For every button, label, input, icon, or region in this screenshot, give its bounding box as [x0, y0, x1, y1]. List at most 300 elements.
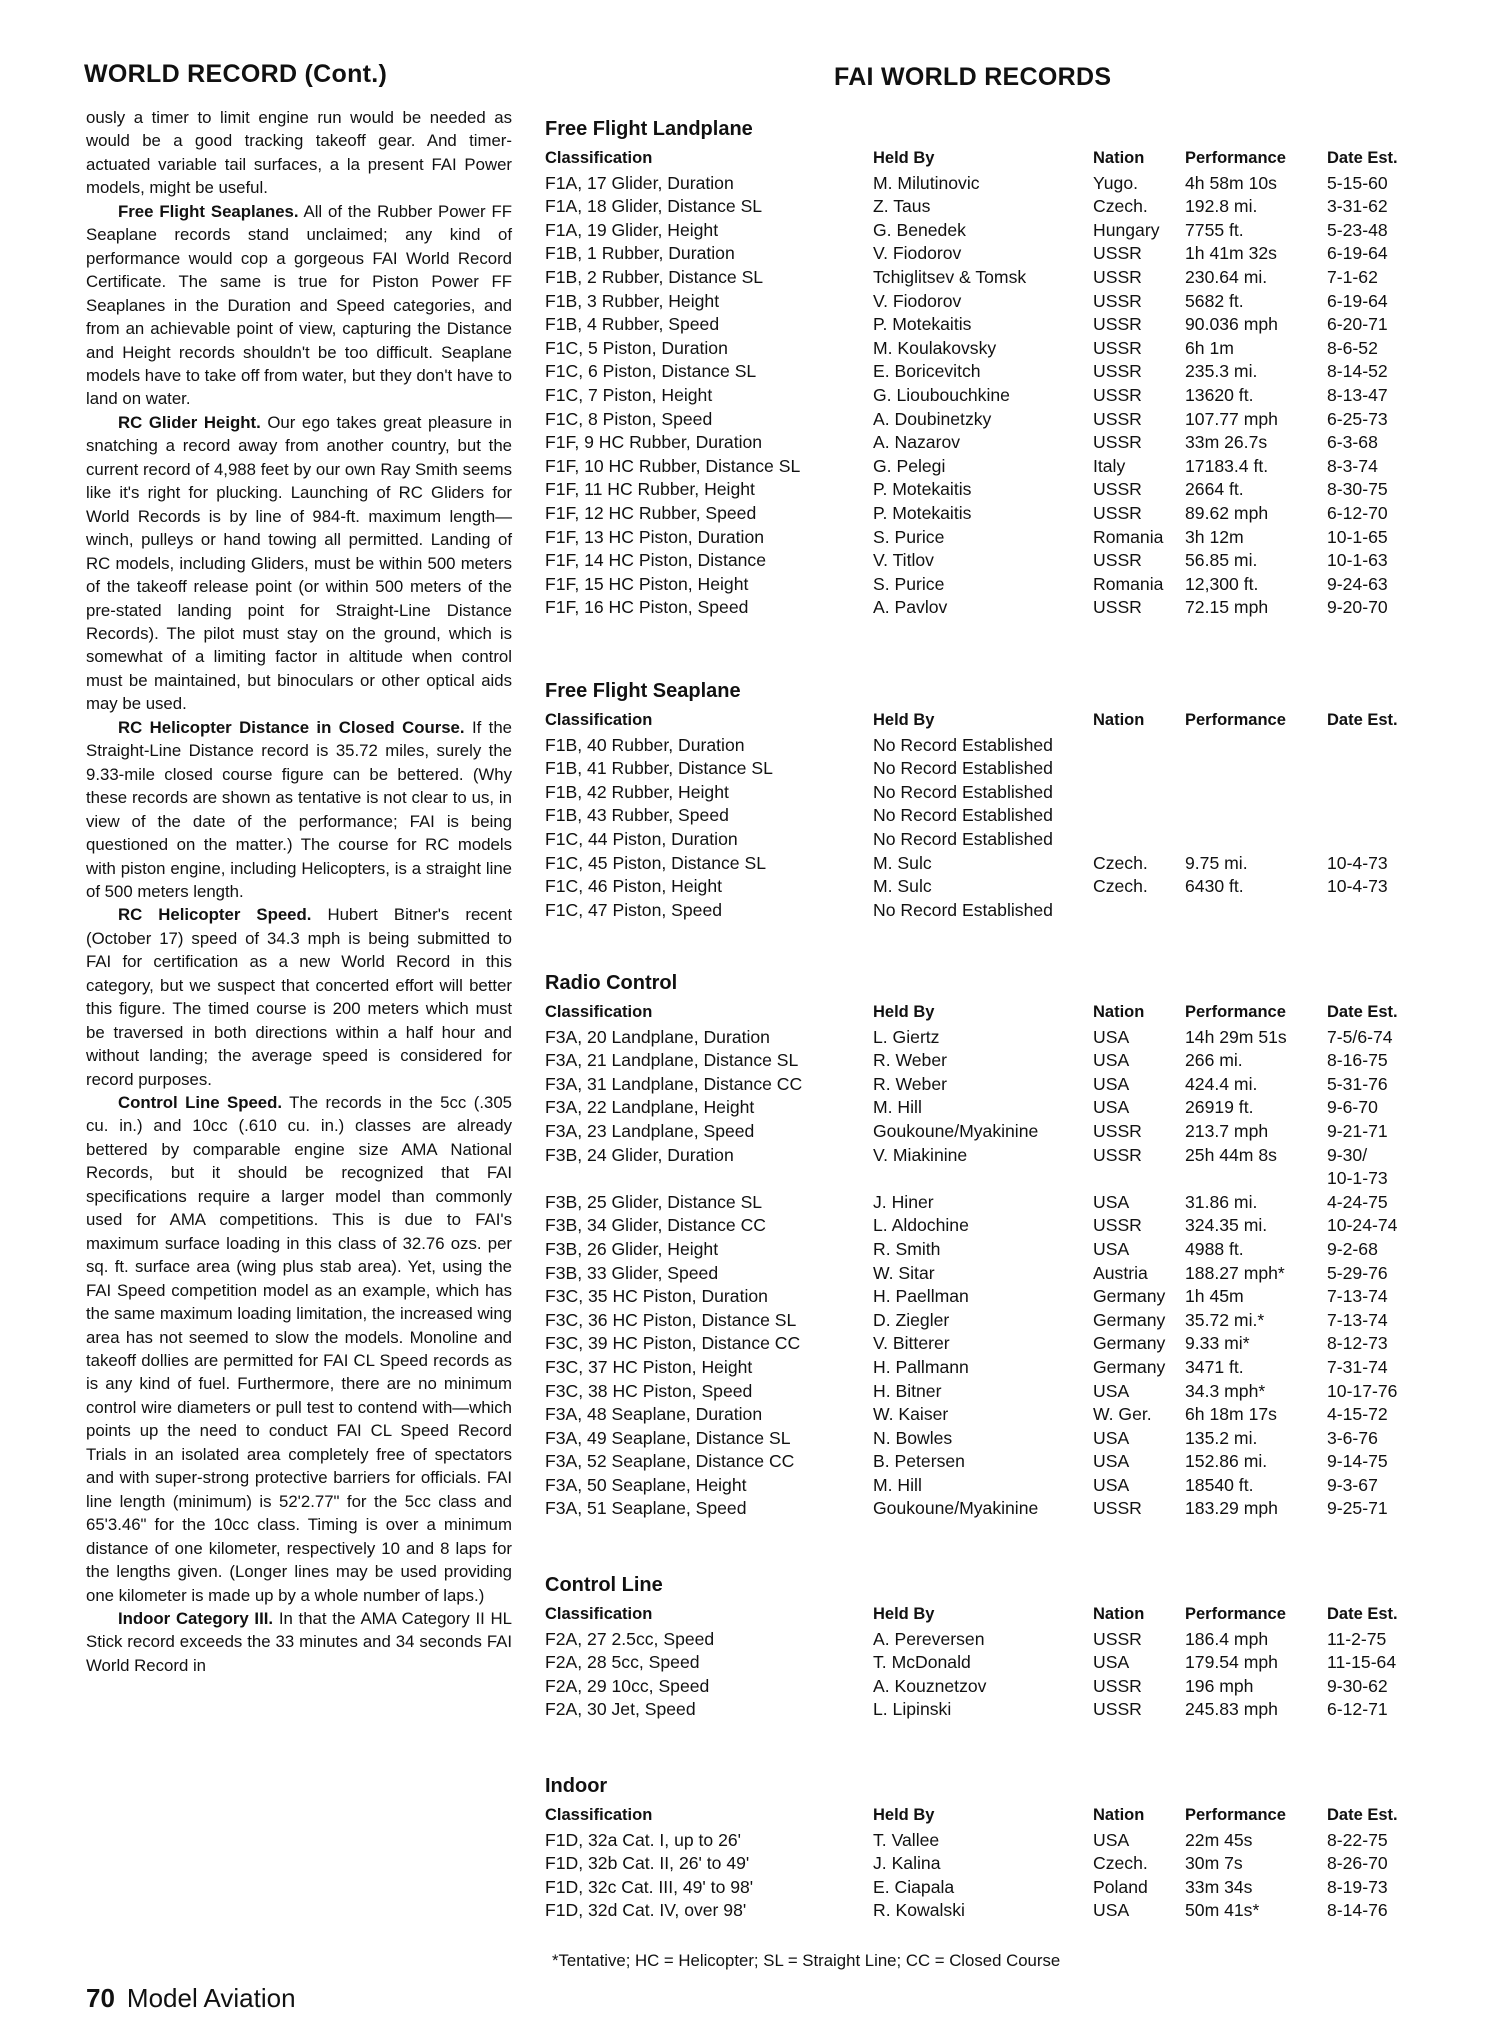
nation-cell: USA — [1093, 1652, 1130, 1673]
nation-cell: USSR — [1093, 1675, 1142, 1696]
nation-cell: W. Ger. — [1093, 1404, 1152, 1425]
held-by-cell: S. Purice — [873, 526, 945, 547]
performance-cell: 34.3 mph* — [1185, 1380, 1266, 1401]
nation-cell: USSR — [1093, 1498, 1142, 1519]
performance-header: Performance — [1185, 711, 1286, 729]
nation-cell: Czech. — [1093, 196, 1148, 217]
held-by-cell: Goukoune/Myakinine — [873, 1498, 1039, 1519]
held-by-cell: Tchiglitsev & Tomsk — [873, 266, 1027, 287]
held-by-cell: S. Purice — [873, 573, 945, 594]
held-by-cell: V. Miakinine — [873, 1144, 968, 1165]
nation-cell: USSR — [1093, 597, 1142, 618]
nation-cell: USSR — [1093, 432, 1142, 453]
performance-cell: 72.15 mph — [1185, 597, 1269, 618]
held-by-cell: R. Weber — [873, 1073, 947, 1094]
date-cell: 7-13-74 — [1327, 1286, 1388, 1307]
held-by-cell: M. Sulc — [873, 876, 932, 897]
date-cell: 8-19-73 — [1327, 1876, 1388, 1897]
held-by-cell: R. Kowalski — [873, 1900, 965, 1921]
table-row — [545, 1404, 1425, 1428]
classification-cell: F2A, 29 10cc, Speed — [545, 1675, 710, 1696]
nation-cell: USSR — [1093, 290, 1142, 311]
held-by-cell: A. Nazarov — [873, 432, 961, 453]
classification-cell: F2A, 28 5cc, Speed — [545, 1652, 700, 1673]
classification-cell: F1C, 6 Piston, Distance SL — [545, 361, 757, 382]
nation-cell: USSR — [1093, 384, 1142, 405]
performance-cell: 56.85 mi. — [1185, 550, 1258, 571]
performance-cell: 3h 12m — [1185, 526, 1244, 547]
held-by-header: Held By — [873, 149, 935, 167]
date-cell: 6-25-73 — [1327, 408, 1388, 429]
date-cell: 6-20-71 — [1327, 314, 1388, 335]
held-by-cell: G. Lioubouchkine — [873, 384, 1010, 405]
classification-cell: F1C, 46 Piston, Height — [545, 876, 723, 897]
held-by-header: Held By — [873, 711, 935, 729]
classification-header: Classification — [545, 711, 653, 729]
classification-header: Classification — [545, 1605, 653, 1623]
paragraph-heading: RC Glider Height. — [118, 412, 261, 432]
nation-header: Nation — [1093, 1605, 1145, 1623]
performance-cell: 33m 26.7s — [1185, 432, 1268, 453]
nation-cell: Romania — [1093, 573, 1164, 594]
table-row — [545, 829, 1425, 853]
nation-cell: Poland — [1093, 1876, 1148, 1897]
classification-cell: F3C, 36 HC Piston, Distance SL — [545, 1309, 797, 1330]
classification-cell: F1B, 43 Rubber, Speed — [545, 805, 729, 826]
nation-cell: USA — [1093, 1451, 1130, 1472]
performance-cell: 424.4 mi. — [1185, 1073, 1258, 1094]
nation-cell: USSR — [1093, 1120, 1142, 1141]
date-cell: 5-23-48 — [1327, 219, 1388, 240]
classification-cell: F1D, 32b Cat. II, 26' to 49' — [545, 1853, 750, 1874]
performance-cell: 90.036 mph — [1185, 314, 1278, 335]
nation-cell: USA — [1093, 1380, 1130, 1401]
nation-header: Nation — [1093, 1003, 1145, 1021]
performance-cell: 196 mph — [1185, 1675, 1254, 1696]
held-by-cell: G. Pelegi — [873, 455, 946, 476]
held-by-cell: D. Ziegler — [873, 1309, 950, 1330]
date-cell: 6-19-64 — [1327, 290, 1388, 311]
section-2 — [545, 972, 1425, 1522]
right-heading: FAI WORLD RECORDS — [834, 63, 1112, 91]
nation-cell: Czech. — [1093, 876, 1148, 897]
classification-cell: F1D, 32d Cat. IV, over 98' — [545, 1900, 747, 1921]
date-cell: 7-31-74 — [1327, 1356, 1388, 1377]
held-by-cell: A. Kouznetzov — [873, 1675, 987, 1696]
performance-cell: 12,300 ft. — [1185, 573, 1259, 594]
table-row — [545, 1074, 1425, 1098]
table-row — [545, 361, 1425, 385]
performance-header: Performance — [1185, 1605, 1286, 1623]
classification-cell: F1C, 44 Piston, Duration — [545, 828, 738, 849]
classification-cell: F1C, 7 Piston, Height — [545, 384, 713, 405]
date-header: Date Est. — [1327, 1003, 1398, 1021]
nation-cell: Czech. — [1093, 852, 1148, 873]
held-by-cell: P. Motekaitis — [873, 314, 972, 335]
nation-cell: USSR — [1093, 502, 1142, 523]
performance-cell: 2664 ft. — [1185, 479, 1244, 500]
classification-cell: F1F, 9 HC Rubber, Duration — [545, 432, 763, 453]
classification-cell: F3A, 23 Landplane, Speed — [545, 1120, 755, 1141]
held-by-cell: M. Hill — [873, 1097, 922, 1118]
table-header-row — [545, 711, 1425, 735]
nation-cell: Yugo. — [1093, 172, 1139, 193]
classification-cell: F3B, 24 Glider, Duration — [545, 1144, 734, 1165]
table-row — [545, 900, 1425, 924]
held-by-cell: T. McDonald — [873, 1652, 971, 1673]
date-cell: 9-6-70 — [1327, 1097, 1378, 1118]
classification-cell: F1A, 19 Glider, Height — [545, 219, 719, 240]
table-row — [545, 1629, 1425, 1653]
classification-cell: F3A, 21 Landplane, Distance SL — [545, 1050, 799, 1071]
classification-cell: F1C, 45 Piston, Distance SL — [545, 852, 767, 873]
date-header: Date Est. — [1327, 1605, 1398, 1623]
table-row — [545, 1097, 1425, 1121]
performance-cell: 183.29 mph — [1185, 1498, 1278, 1519]
performance-cell: 7755 ft. — [1185, 219, 1244, 240]
performance-cell: 22m 45s — [1185, 1829, 1253, 1850]
held-by-cell: P. Motekaitis — [873, 502, 972, 523]
nation-cell: Germany — [1093, 1286, 1166, 1307]
date-cell: 11-15-64 — [1327, 1652, 1397, 1673]
performance-cell: 9.75 mi. — [1185, 852, 1248, 873]
nation-cell: USSR — [1093, 479, 1142, 500]
date-cell: 10-1-63 — [1327, 550, 1388, 571]
classification-cell: F1D, 32c Cat. III, 49' to 98' — [545, 1876, 754, 1897]
classification-cell: F1F, 14 HC Piston, Distance — [545, 550, 766, 571]
held-by-cell: R. Weber — [873, 1050, 947, 1071]
date-header: Date Est. — [1327, 1806, 1398, 1824]
records-table — [545, 1806, 1425, 1924]
table-row — [545, 173, 1425, 197]
date-cell: 5-15-60 — [1327, 172, 1388, 193]
table-row — [545, 758, 1425, 782]
classification-cell: F3B, 25 Glider, Distance SL — [545, 1191, 763, 1212]
table-row — [545, 1676, 1425, 1700]
article-paragraph-7 — [86, 1607, 512, 1677]
performance-cell: 213.7 mph — [1185, 1120, 1269, 1141]
held-by-cell: V. Titlov — [873, 550, 934, 571]
classification-cell: F3A, 48 Seaplane, Duration — [545, 1404, 763, 1425]
nation-cell: USSR — [1093, 314, 1142, 335]
date-cell: 9-3-67 — [1327, 1474, 1378, 1495]
nation-cell: USSR — [1093, 361, 1142, 382]
date-cell: 9-14-75 — [1327, 1451, 1388, 1472]
held-by-cell: L. Lipinski — [873, 1699, 952, 1720]
article-paragraph-4 — [86, 716, 512, 904]
date-cell: 4-24-75 — [1327, 1191, 1388, 1212]
held-by-cell: W. Kaiser — [873, 1404, 949, 1425]
table-row — [545, 503, 1425, 527]
table-row — [545, 409, 1425, 433]
article-paragraph-1: ously a timer to limit engine run would be needed as would be a good tracking takeoff gear. And timer-actuated variable tail surfaces, a la present FAI Power models, might be useful. — [86, 108, 512, 198]
classification-cell: F1B, 40 Rubber, Duration — [545, 734, 745, 755]
performance-cell: 17183.4 ft. — [1185, 455, 1269, 476]
classification-cell: F1B, 41 Rubber, Distance SL — [545, 758, 773, 779]
nation-cell: USA — [1093, 1191, 1130, 1212]
classification-cell: F3C, 39 HC Piston, Distance CC — [545, 1333, 801, 1354]
table-row — [545, 1699, 1425, 1723]
performance-cell: 179.54 mph — [1185, 1652, 1278, 1673]
paragraph-body: If the Straight-Line Distance record is 35.72 miles, surely the 9.33-mile closed course figure can be bettered. (Why these records are shown as tentative is not clear to us, in view of the date of the performance; FAI is being questioned on the matter.) The course for RC models with piston engine, including Helicopters, is a straight line of 500 meters length. — [86, 717, 513, 901]
section-4 — [545, 1775, 1425, 1924]
table-header-row — [545, 1605, 1425, 1629]
held-by-cell: E. Boricevitch — [873, 361, 981, 382]
section-title: Control Line — [545, 1574, 663, 1596]
table-row — [545, 267, 1425, 291]
table-row — [545, 1853, 1425, 1877]
performance-cell: 192.8 mi. — [1185, 196, 1258, 217]
performance-cell: 1h 45m — [1185, 1286, 1244, 1307]
table-row — [545, 196, 1425, 220]
table-row — [545, 1357, 1425, 1381]
table-row — [545, 1215, 1425, 1239]
date-cell: 10-1-65 — [1327, 526, 1388, 547]
performance-header: Performance — [1185, 149, 1286, 167]
performance-cell: 266 mi. — [1185, 1050, 1243, 1071]
table-row — [545, 527, 1425, 551]
paragraph-heading: Indoor Category III. — [118, 1609, 274, 1628]
date-cell: 9-30-62 — [1327, 1675, 1388, 1696]
performance-cell: 26919 ft. — [1185, 1097, 1254, 1118]
held-by-cell: B. Petersen — [873, 1451, 965, 1472]
paragraph-body: In that the AMA Category II HL Stick record exceeds the 33 minutes and 34 seconds FAI World Record in — [86, 1609, 512, 1675]
held-by-cell: V. Bitterer — [873, 1333, 950, 1354]
nation-cell: USA — [1093, 1474, 1130, 1495]
nation-cell: USSR — [1093, 408, 1142, 429]
held-by-cell: M. Hill — [873, 1474, 922, 1495]
date-cell: 6-12-71 — [1327, 1699, 1388, 1720]
held-by-cell: Goukoune/Myakinine — [873, 1120, 1039, 1141]
section-title: Free Flight Landplane — [545, 118, 753, 140]
date-cell: 8-13-47 — [1327, 384, 1388, 405]
table-row — [545, 1239, 1425, 1263]
date-cell: 9-25-71 — [1327, 1498, 1388, 1519]
classification-cell: F3C, 38 HC Piston, Speed — [545, 1380, 753, 1401]
date-header: Date Est. — [1327, 711, 1398, 729]
performance-cell: 4h 58m 10s — [1185, 172, 1277, 193]
performance-cell: 6h 18m 17s — [1185, 1404, 1277, 1425]
date-cell: 8-26-70 — [1327, 1853, 1388, 1874]
records-table — [545, 149, 1425, 621]
performance-cell: 14h 29m 51s — [1185, 1026, 1287, 1047]
performance-cell: 152.86 mi. — [1185, 1451, 1268, 1472]
records-table — [545, 711, 1425, 923]
performance-cell: 6430 ft. — [1185, 876, 1244, 897]
nation-cell: USA — [1093, 1427, 1130, 1448]
nation-header: Nation — [1093, 1806, 1145, 1824]
classification-cell: F3B, 34 Glider, Distance CC — [545, 1215, 766, 1236]
table-row — [545, 1475, 1425, 1499]
table-row — [545, 314, 1425, 338]
nation-cell: USSR — [1093, 337, 1142, 358]
held-by-cell: V. Fiodorov — [873, 290, 962, 311]
nation-cell: Germany — [1093, 1333, 1166, 1354]
table-row — [545, 1192, 1425, 1216]
classification-cell: F3A, 52 Seaplane, Distance CC — [545, 1451, 795, 1472]
date-cell: 6-3-68 — [1327, 432, 1378, 453]
date-cell: 8-3-74 — [1327, 455, 1378, 476]
date-cell: 5-31-76 — [1327, 1073, 1388, 1094]
article-paragraph-2 — [86, 200, 512, 411]
table-row — [545, 291, 1425, 315]
performance-cell: 186.4 mph — [1185, 1628, 1269, 1649]
held-by-cell: J. Hiner — [873, 1191, 934, 1212]
held-by-cell: H. Bitner — [873, 1380, 942, 1401]
records-table — [545, 1003, 1425, 1522]
article-paragraph-3 — [86, 411, 512, 716]
paragraph-heading: RC Helicopter Distance in Closed Course. — [118, 717, 465, 737]
table-row — [545, 735, 1425, 759]
held-by-cell: W. Sitar — [873, 1262, 935, 1283]
page-footer — [86, 1983, 296, 2014]
magazine-name: Model Aviation — [126, 1983, 296, 2013]
nation-cell: Germany — [1093, 1356, 1166, 1377]
nation-cell: Germany — [1093, 1309, 1166, 1330]
performance-cell: 13620 ft. — [1185, 384, 1254, 405]
classification-cell: F3A, 49 Seaplane, Distance SL — [545, 1427, 791, 1448]
table-row — [545, 220, 1425, 244]
classification-cell: F3B, 33 Glider, Speed — [545, 1262, 719, 1283]
nation-header: Nation — [1093, 149, 1145, 167]
held-by-cell: E. Ciapala — [873, 1876, 955, 1897]
table-row — [545, 1652, 1425, 1676]
table-row — [545, 1428, 1425, 1452]
performance-cell: 230.64 mi. — [1185, 266, 1268, 287]
classification-cell: F3C, 37 HC Piston, Height — [545, 1356, 753, 1377]
date-cell: 7-13-74 — [1327, 1309, 1388, 1330]
classification-cell: F3C, 35 HC Piston, Duration — [545, 1286, 768, 1307]
table-row — [545, 1830, 1425, 1854]
held-by-cell: R. Smith — [873, 1238, 941, 1259]
performance-cell: 135.2 mi. — [1185, 1427, 1258, 1448]
nation-cell: USSR — [1093, 550, 1142, 571]
classification-cell: F1C, 47 Piston, Speed — [545, 899, 723, 920]
article-paragraph-5 — [86, 903, 512, 1091]
date-cell: 5-29-76 — [1327, 1262, 1388, 1283]
table-row — [545, 1263, 1425, 1287]
performance-cell: 324.35 mi. — [1185, 1215, 1268, 1236]
article-paragraph-6 — [86, 1091, 512, 1607]
held-by-cell: L. Aldochine — [873, 1215, 969, 1236]
table-header-row — [545, 1003, 1425, 1027]
table-row — [545, 853, 1425, 877]
performance-header: Performance — [1185, 1003, 1286, 1021]
date-cell: 8-6-52 — [1327, 337, 1378, 358]
nation-cell: Italy — [1093, 455, 1126, 476]
performance-cell: 9.33 mi* — [1185, 1333, 1250, 1354]
performance-cell: 245.83 mph — [1185, 1699, 1278, 1720]
date-cell: 4-15-72 — [1327, 1404, 1388, 1425]
nation-cell: USA — [1093, 1097, 1130, 1118]
held-by-header: Held By — [873, 1806, 935, 1824]
table-row — [545, 243, 1425, 267]
date-cell: 3-31-62 — [1327, 196, 1388, 217]
performance-cell: 31.86 mi. — [1185, 1191, 1258, 1212]
classification-cell: F1F, 15 HC Piston, Height — [545, 573, 749, 594]
classification-cell: F3A, 31 Landplane, Distance CC — [545, 1073, 803, 1094]
held-by-cell: M. Milutinovic — [873, 172, 980, 193]
classification-header: Classification — [545, 1806, 653, 1824]
classification-header: Classification — [545, 149, 653, 167]
classification-cell: F3A, 22 Landplane, Height — [545, 1097, 755, 1118]
article-column — [86, 106, 512, 1677]
paragraph-heading: Free Flight Seaplanes. — [118, 201, 299, 221]
table-row — [545, 1877, 1425, 1901]
classification-cell: F1A, 18 Glider, Distance SL — [545, 196, 763, 217]
performance-cell: 89.62 mph — [1185, 502, 1269, 523]
nation-cell: Romania — [1093, 526, 1164, 547]
date-cell: 9-30/ — [1327, 1144, 1368, 1165]
nation-cell: USSR — [1093, 266, 1142, 287]
paragraph-heading: Control Line Speed. — [118, 1093, 283, 1113]
date-cell: 10-24-74 — [1327, 1215, 1398, 1236]
classification-cell: F1C, 8 Piston, Speed — [545, 408, 713, 429]
date-cell: 3-6-76 — [1327, 1427, 1378, 1448]
date-cell: 10-17-76 — [1327, 1380, 1398, 1401]
held-by-cell: No Record Established — [873, 899, 1053, 920]
classification-cell: F1F, 11 HC Rubber, Height — [545, 479, 755, 500]
table-row — [545, 1168, 1425, 1192]
date-cell: 7-5/6-74 — [1327, 1026, 1393, 1047]
classification-cell: F1B, 4 Rubber, Speed — [545, 314, 720, 335]
page-number: 70 — [86, 1983, 115, 2013]
held-by-cell: H. Pallmann — [873, 1356, 969, 1377]
table-row — [545, 1451, 1425, 1475]
table-row — [545, 338, 1425, 362]
classification-header: Classification — [545, 1003, 653, 1021]
date-header: Date Est. — [1327, 149, 1398, 167]
table-header-row — [545, 1806, 1425, 1830]
held-by-cell: H. Paellman — [873, 1286, 969, 1307]
section-title: Indoor — [545, 1775, 608, 1797]
performance-cell: 6h 1m — [1185, 337, 1234, 358]
held-by-cell: No Record Established — [873, 781, 1053, 802]
table-row — [545, 597, 1425, 621]
table-row — [545, 550, 1425, 574]
classification-cell: F2A, 30 Jet, Speed — [545, 1699, 696, 1720]
held-by-cell: No Record Established — [873, 758, 1053, 779]
nation-cell: USSR — [1093, 1699, 1142, 1720]
table-row — [545, 1145, 1425, 1169]
date-cell: 8-14-52 — [1327, 361, 1388, 382]
classification-cell: F2A, 27 2.5cc, Speed — [545, 1628, 715, 1649]
nation-cell: Austria — [1093, 1262, 1148, 1283]
performance-cell: 18540 ft. — [1185, 1474, 1254, 1495]
date-cell: 8-12-73 — [1327, 1333, 1388, 1354]
date-cell: 6-12-70 — [1327, 502, 1388, 523]
table-row — [545, 1333, 1425, 1357]
date-cell: 8-30-75 — [1327, 479, 1388, 500]
table-header-row — [545, 149, 1425, 173]
section-title: Free Flight Seaplane — [545, 680, 741, 702]
date-cell: 8-22-75 — [1327, 1829, 1388, 1850]
table-row — [545, 1310, 1425, 1334]
held-by-cell: No Record Established — [873, 734, 1053, 755]
table-row — [545, 432, 1425, 456]
date-cell: 11-2-75 — [1327, 1628, 1387, 1649]
nation-cell: Hungary — [1093, 219, 1160, 240]
classification-cell: F1F, 13 HC Piston, Duration — [545, 526, 765, 547]
classification-cell: F3A, 51 Seaplane, Speed — [545, 1498, 747, 1519]
held-by-cell: M. Koulakovsky — [873, 337, 997, 358]
classification-cell: F1B, 2 Rubber, Distance SL — [545, 266, 764, 287]
classification-cell: F1A, 17 Glider, Duration — [545, 172, 734, 193]
classification-cell: F1F, 16 HC Piston, Speed — [545, 597, 749, 618]
performance-cell: 25h 44m 8s — [1185, 1144, 1277, 1165]
held-by-cell: G. Benedek — [873, 219, 966, 240]
table-row — [545, 1050, 1425, 1074]
